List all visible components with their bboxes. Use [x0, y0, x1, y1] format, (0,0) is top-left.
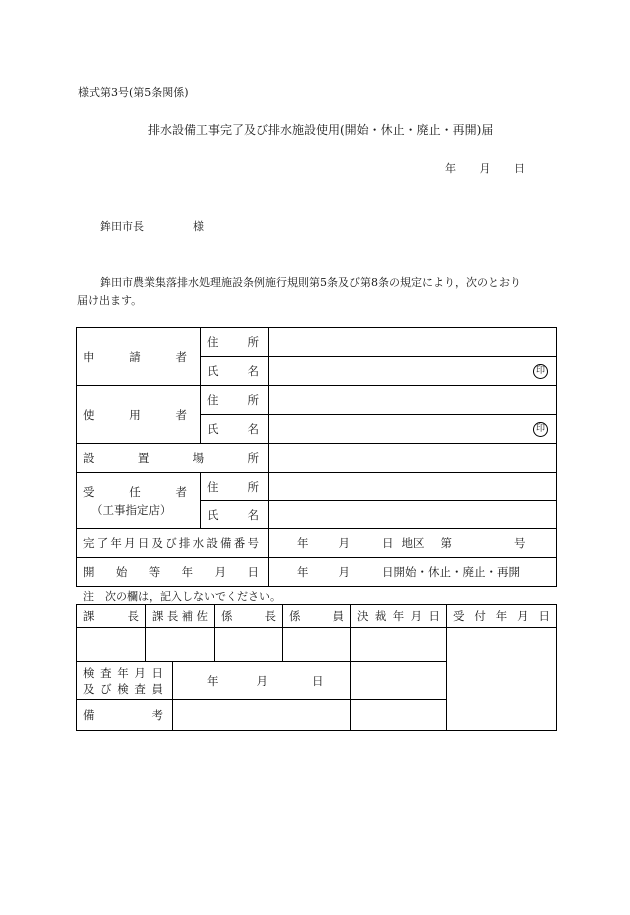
applicant-address-label: 住 所 — [201, 328, 269, 357]
user-address-field[interactable] — [269, 386, 557, 415]
applicant-address-field[interactable] — [269, 328, 557, 357]
header-deputy-chief: 課 長 補 佐 — [146, 605, 215, 628]
form-title: 排水設備工事完了及び排水施設使用(開始・休止・廃止・再開)届 — [148, 123, 494, 137]
contractor-name-label: 氏 名 — [201, 501, 269, 529]
contractor-name-field[interactable] — [269, 501, 557, 529]
addressee-honorific: 様 — [193, 220, 204, 233]
completion-field[interactable]: 年 月 日 地区 第 号 — [269, 529, 557, 558]
user-name-field[interactable] — [269, 415, 557, 444]
remarks-field[interactable] — [173, 700, 351, 731]
inspection-date-field[interactable]: 年 月 日 — [173, 662, 351, 700]
remarks-label: 備 考 — [77, 700, 173, 731]
date-line: 年 月 日 — [445, 162, 525, 175]
body-line-2: 届け出ます。 — [77, 294, 143, 307]
inspection-label: 検 査 年 月 日 及 び 検 査 員 — [77, 662, 173, 700]
header-approval-date: 決 裁 年 月 日 — [351, 605, 447, 628]
office-table — [76, 604, 557, 731]
completion-label: 完 了 年 月 日 及 び 排 水 設 備 番 号 — [77, 529, 269, 558]
receipt-date-field[interactable] — [447, 628, 557, 731]
location-field[interactable] — [269, 444, 557, 473]
inspection-extra-field[interactable] — [351, 662, 447, 700]
contractor-address-label: 住 所 — [201, 473, 269, 501]
subsection-chief-stamp[interactable] — [215, 628, 283, 662]
addressee-name: 鉾田市長 — [100, 220, 144, 233]
header-staff: 係 員 — [283, 605, 351, 628]
user-address-label: 住 所 — [201, 386, 269, 415]
body-line-1: 鉾田市農業集落排水処理施設条例施行規則第5条及び第8条の規定により，次のとおり — [100, 276, 521, 289]
applicant-name-label: 氏 名 — [201, 357, 269, 386]
location-label: 設 置 場 所 — [77, 444, 269, 473]
header-receipt-date: 受 付 年 月 日 — [447, 605, 557, 628]
user-name-label: 氏 名 — [201, 415, 269, 444]
applicant-name-field[interactable] — [269, 357, 557, 386]
seal-icon: 印 — [533, 364, 548, 379]
seal-icon: 印 — [533, 422, 548, 437]
header-section-chief: 課 長 — [77, 605, 146, 628]
start-field[interactable]: 年 月 日開始・休止・廃止・再開 — [269, 558, 557, 587]
contractor-address-field[interactable] — [269, 473, 557, 501]
contractor-label: 受 任 者 （工事指定店） — [77, 473, 201, 529]
form-number: 様式第3号(第5条関係) — [78, 86, 189, 99]
start-label: 開 始 等 年 月 日 — [77, 558, 269, 587]
applicant-label: 申 請 者 — [77, 328, 201, 386]
main-table — [76, 327, 557, 587]
deputy-chief-stamp[interactable] — [146, 628, 215, 662]
section-chief-stamp[interactable] — [77, 628, 146, 662]
staff-stamp[interactable] — [283, 628, 351, 662]
office-note: 注 次の欄は，記入しないでください。 — [83, 590, 281, 603]
approval-date-field[interactable] — [351, 628, 447, 662]
remarks-extra-field[interactable] — [351, 700, 447, 731]
header-subsection-chief: 係 長 — [215, 605, 283, 628]
user-label: 使 用 者 — [77, 386, 201, 444]
